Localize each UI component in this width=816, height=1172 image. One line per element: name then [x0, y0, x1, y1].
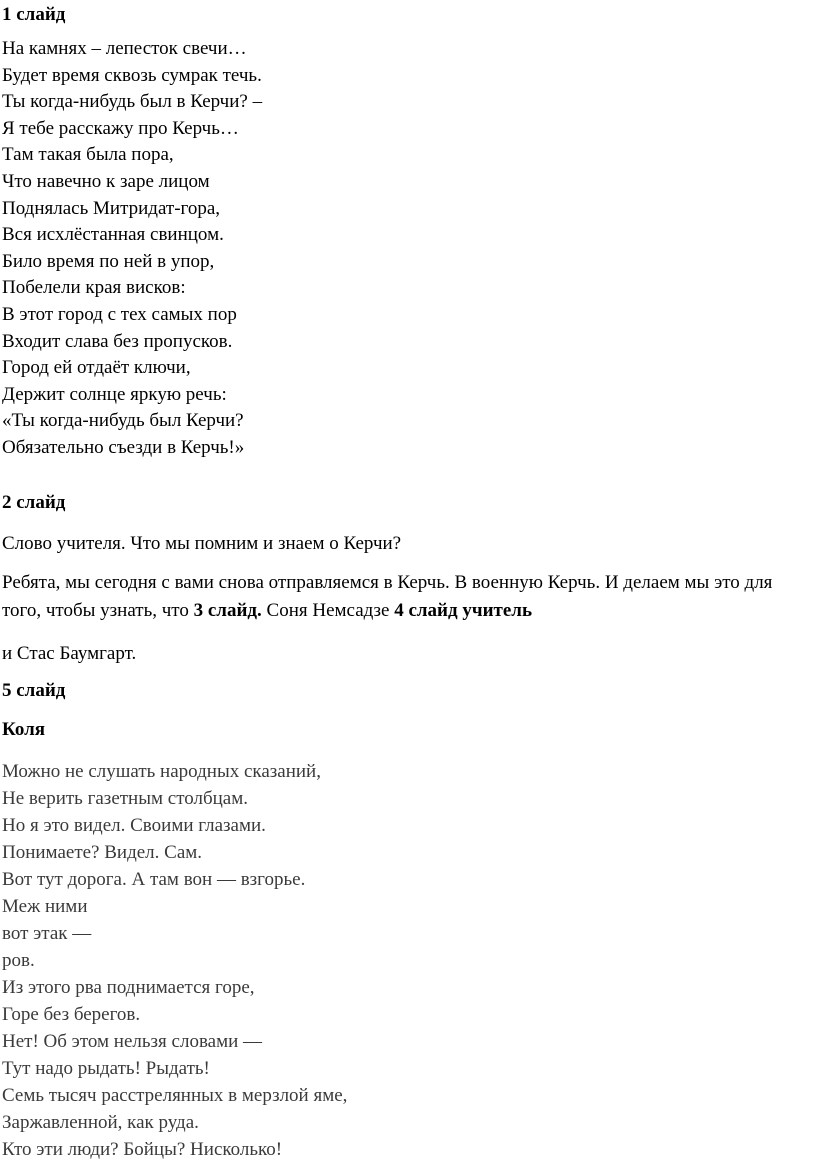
poem-line: Побелели края висков: [2, 277, 186, 299]
teacher-line: Слово учителя. Что мы помним и знаем о Керчи? [2, 533, 402, 554]
poem-line: Семь тысяч расстрелянных в мерзлой яме, [2, 1085, 348, 1106]
poem-line: «Ты когда-нибудь был Керчи? [2, 410, 244, 432]
slide5-heading: 5 слайд [2, 680, 66, 701]
poem-line: ров. [2, 950, 35, 971]
poem-line: На камнях – лепесток свечи… [2, 38, 247, 59]
poem-line: Входит слава без пропусков. [2, 330, 233, 352]
poem-line: Поднялась Митридат-гора, [2, 197, 221, 219]
slide5-poem [2, 758, 347, 1163]
intro-text-names: Соня Немсадзе [261, 600, 395, 621]
speaker-name: Коля [2, 719, 46, 740]
poem-line: Заржавленной, как руда. [2, 1112, 199, 1133]
intro-paragraph [2, 569, 812, 625]
poem-line: Било время по ней в упор, [2, 250, 215, 272]
poem-line: Кто эти люди? Бойцы? Нисколько! [2, 1139, 283, 1160]
slide2-heading: 2 слайд [2, 492, 66, 513]
poem-line: Держит солнце яркую речь: [2, 383, 227, 405]
intro-text: Ребята, мы сегодня с вами снова отправляемся в Керчь. В военную Керчь. И делаем мы это для того, чтобы узнать, что [2, 572, 773, 621]
poem-line: Вот тут дорога. А там вон — взгорье. [2, 869, 306, 890]
poem-line: вот этак — [2, 923, 92, 944]
poem-line: Обязательно съезди в Керчь!» [2, 436, 245, 458]
poem-line: Меж ними [2, 896, 88, 917]
poem-line: В этот город с тех самых пор [2, 303, 237, 325]
slide4-label: 4 слайд учитель [394, 600, 533, 621]
slide3-label: 3 слайд. [193, 600, 262, 621]
poem-line: Нет! Об этом нельзя словами — [2, 1031, 263, 1052]
poem-line: Тут надо рыдать! Рыдать! [2, 1058, 210, 1079]
poem-line: Ты когда-нибудь был в Керчи? – [2, 91, 263, 113]
intro-paragraph-end: и Стас Баумгарт. [2, 643, 137, 664]
poem-line: Понимаете? Видел. Сам. [2, 842, 203, 863]
poem-line: Не верить газетным столбцам. [2, 788, 249, 809]
poem-line: Можно не слушать народных сказаний, [2, 761, 321, 782]
poem-line: Я тебе расскажу про Керчь… [2, 117, 239, 139]
poem-line: Город ей отдаёт ключи, [2, 357, 191, 379]
poem-line: Но я это видел. Своими глазами. [2, 815, 266, 836]
slide1-poem [2, 36, 262, 462]
poem-line: Что навечно к заре лицом [2, 170, 210, 192]
slide1-heading: 1 слайд [2, 4, 66, 25]
poem-line: Вся исхлёстанная свинцом. [2, 224, 224, 246]
poem-line: Там такая была пора, [2, 144, 174, 166]
poem-line: Будет время сквозь сумрак течь. [2, 64, 262, 86]
poem-line: Горе без берегов. [2, 1004, 141, 1025]
poem-line: Из этого рва поднимается горе, [2, 977, 255, 998]
